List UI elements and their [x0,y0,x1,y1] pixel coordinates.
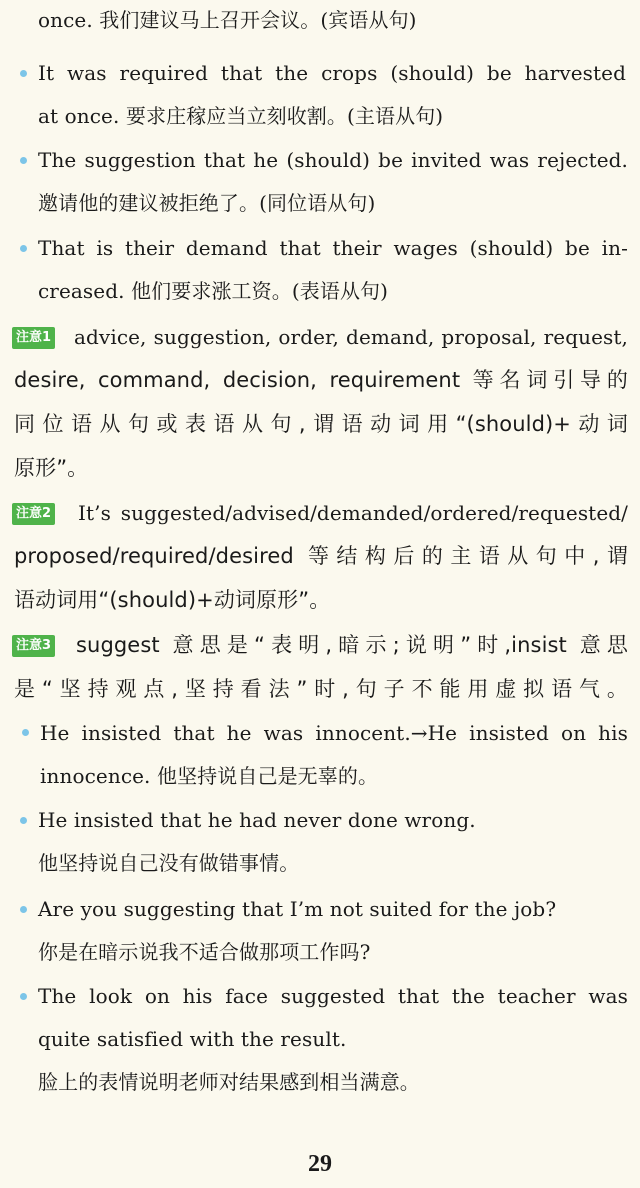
text-line: quite satisfied with the result. [38,1027,347,1051]
text-line: 同位语从句或表语从句,谓语动词用“(should)+动词 [14,412,628,436]
note-badge-2: 注意2 [12,503,55,525]
text-line: advice, suggestion, order, demand, proposal, request, [74,325,628,349]
text-line: It was required that the crops (should) be harvested [38,61,626,85]
page-number: 29 [308,1151,332,1177]
text-line: He insisted that he had never done wrong. [38,808,476,832]
text-line: Are you suggesting that I’m not suited for the job? [38,897,557,921]
text-line: That is their demand that their wages (should) be in- [38,236,628,260]
text-line: The look on his face suggested that the teacher was [38,984,628,1008]
bullet-icon [20,993,27,1000]
bullet-icon [20,906,27,913]
text-line: 脸上的表情说明老师对结果感到相当满意。 [38,1070,420,1094]
text-line: creased. 他们要求涨工资。(表语从句) [38,279,389,303]
bullet-icon [20,817,27,824]
text-line: The suggestion that he (should) be invited was rejected. [38,148,628,172]
text-line: suggest 意思是“表明,暗示;说明”时,insist 意思 [76,633,628,657]
text-line: He insisted that he was innocent.→He insisted on his [40,721,628,745]
text-line: desire, command, decision, requirement 等名词引导的 [14,368,628,392]
bullet-icon [20,157,27,164]
text-line: innocence. 他坚持说自己是无辜的。 [40,764,379,788]
note-badge-1: 注意1 [12,327,55,349]
note-badge-3: 注意3 [12,635,55,657]
text-line: 你是在暗示说我不适合做那项工作吗? [38,940,371,964]
text-line: at once. 要求庄稼应当立刻收割。(主语从句) [38,104,444,128]
text-line: once. 我们建议马上召开会议。(宾语从句) [38,8,417,32]
text-line: It’s suggested/advised/demanded/ordered/requested/ [78,501,628,525]
bullet-icon [22,729,29,736]
text-line: proposed/required/desired 等结构后的主语从句中,谓 [14,544,628,568]
bullet-icon [20,70,27,77]
text-line: 是“坚持观点,坚持看法”时,句子不能用虚拟语气。 [14,677,628,701]
text-line: 语动词用“(should)+动词原形”。 [14,588,331,612]
bullet-icon [20,245,27,252]
text-line: 他坚持说自己没有做错事情。 [38,851,300,875]
text-line: 邀请他的建议被拒绝了。(同位语从句) [38,191,376,215]
text-line: 原形”。 [14,456,89,480]
